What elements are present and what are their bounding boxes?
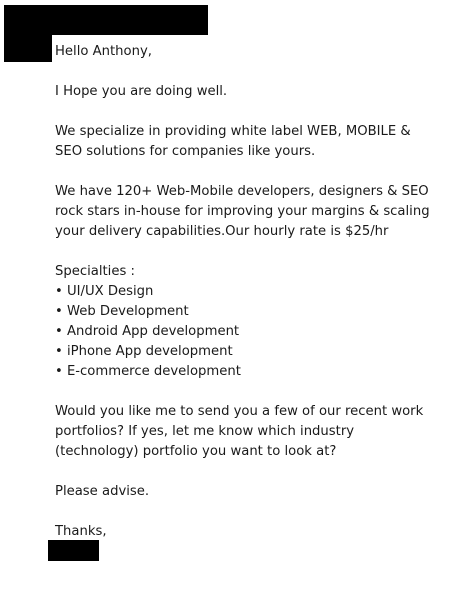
- closing-request: Please advise.: [55, 484, 150, 499]
- specialty-item: • E-commerce development: [55, 364, 241, 379]
- portfolio-line-3: (technology) portfolio you want to look at?: [55, 444, 337, 459]
- specialty-item: • UI/UX Design: [55, 284, 154, 299]
- redacted-sender-block-tail: [4, 35, 52, 62]
- team-line-1: We have 120+ Web-Mobile developers, designers & SEO: [55, 184, 429, 199]
- sign-off: Thanks,: [55, 524, 107, 539]
- team-line-3: your delivery capabilities.Our hourly rate is $25/hr: [55, 224, 389, 239]
- team-line-2: rock stars in-house for improving your margins & scaling: [55, 204, 430, 219]
- specialty-item: • iPhone App development: [55, 344, 233, 359]
- specialty-item: • Android App development: [55, 324, 240, 339]
- email-opening: I Hope you are doing well.: [55, 84, 228, 99]
- portfolio-line-2: portfolios? If yes, let me know which industry: [55, 424, 355, 439]
- specialties-heading: Specialties :: [55, 264, 135, 279]
- redacted-signature: [48, 540, 99, 561]
- specialty-item: • Web Development: [55, 304, 189, 319]
- portfolio-line-1: Would you like me to send you a few of our recent work: [55, 404, 424, 419]
- intro-line-1: We specialize in providing white label WEB, MOBILE &: [55, 124, 411, 139]
- redacted-sender-block: [4, 5, 208, 35]
- email-greeting: Hello Anthony,: [55, 44, 152, 59]
- intro-line-2: SEO solutions for companies like yours.: [55, 144, 316, 159]
